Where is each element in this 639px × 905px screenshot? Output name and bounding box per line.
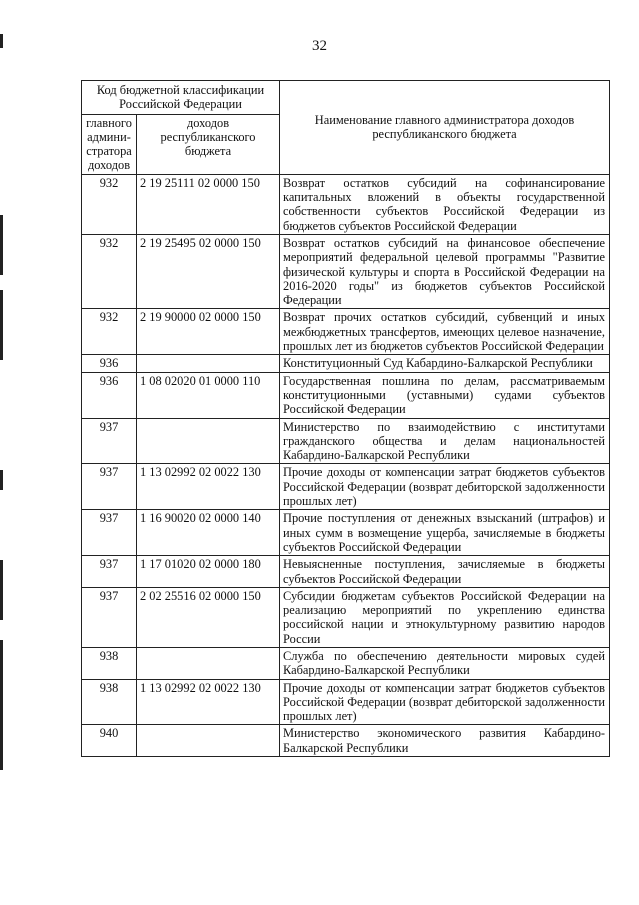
admin-header: главного админи-стратора доходов xyxy=(82,114,137,174)
table-body xyxy=(82,174,610,756)
table-row xyxy=(82,510,610,556)
income-code-cell: 1 16 90020 02 0000 140 xyxy=(137,510,280,556)
income-code-cell xyxy=(137,418,280,464)
name-cell: Конституционный Суд Кабардино-Балкарской Республики xyxy=(280,355,610,372)
name-cell: Возврат остатков субсидий на финансовое обеспечение мероприятий федеральной целевой программы "Развитие физической культуры и спорта в Российской Федерации на 2016-2020 годы" из бюджетов субъектов Российской Федерации xyxy=(280,234,610,308)
admin-code-cell: 932 xyxy=(82,234,137,308)
income-code-cell: 2 19 90000 02 0000 150 xyxy=(137,309,280,355)
scan-mark xyxy=(0,560,3,620)
admin-code-cell: 936 xyxy=(82,355,137,372)
income-header: доходов республиканского бюджета xyxy=(137,114,280,174)
scan-mark xyxy=(0,640,3,770)
scan-mark xyxy=(0,470,3,490)
income-code-cell: 1 17 01020 02 0000 180 xyxy=(137,556,280,588)
scan-edge xyxy=(0,0,3,905)
income-code-cell: 2 19 25495 02 0000 150 xyxy=(137,234,280,308)
name-cell: Субсидии бюджетам субъектов Российской Федерации на реализацию мероприятий по укреплению единства российской нации и этнокультурному развитию народов России xyxy=(280,587,610,647)
name-cell: Государственная пошлина по делам, рассматриваемым конституционными (уставными) судами субъектов Российской Федерации xyxy=(280,372,610,418)
table-row xyxy=(82,725,610,757)
table-row xyxy=(82,587,610,647)
income-code-cell: 2 19 25111 02 0000 150 xyxy=(137,174,280,234)
kbk-header: Код бюджетной классификации Российской Федерации xyxy=(82,81,280,115)
income-code-cell: 2 02 25516 02 0000 150 xyxy=(137,587,280,647)
admin-code-cell: 937 xyxy=(82,464,137,510)
name-cell: Возврат остатков субсидий на софинансирование капитальных вложений в объекты государственной собственности субъектов Российской Федерации из бюджетов субъектов Российской Федерации xyxy=(280,174,610,234)
table-row xyxy=(82,234,610,308)
table-row xyxy=(82,355,610,372)
admin-code-cell: 937 xyxy=(82,418,137,464)
income-code-cell: 1 13 02992 02 0022 130 xyxy=(137,464,280,510)
table-row xyxy=(82,309,610,355)
income-code-cell: 1 08 02020 01 0000 110 xyxy=(137,372,280,418)
name-cell: Возврат прочих остатков субсидий, субвенций и иных межбюджетных трансфертов, имеющих целевое назначение, прошлых лет из бюджетов субъектов Российской Федерации xyxy=(280,309,610,355)
table-row xyxy=(82,556,610,588)
table-row xyxy=(82,174,610,234)
name-cell: Прочие поступления от денежных взысканий (штрафов) и иных сумм в возмещение ущерба, зачисляемые в бюджеты субъектов Российской Федерации xyxy=(280,510,610,556)
admin-code-cell: 938 xyxy=(82,647,137,679)
income-code-cell: 1 13 02992 02 0022 130 xyxy=(137,679,280,725)
admin-code-cell: 938 xyxy=(82,679,137,725)
income-code-cell xyxy=(137,725,280,757)
admin-code-cell: 937 xyxy=(82,587,137,647)
page-number: 32 xyxy=(312,38,327,54)
name-cell: Прочие доходы от компенсации затрат бюджетов субъектов Российской Федерации (возврат дебиторской задолженности прошлых лет) xyxy=(280,679,610,725)
scan-mark xyxy=(0,215,3,275)
admin-code-cell: 932 xyxy=(82,309,137,355)
admin-code-cell: 937 xyxy=(82,510,137,556)
admin-code-cell: 937 xyxy=(82,556,137,588)
table-row xyxy=(82,647,610,679)
name-cell: Невыясненные поступления, зачисляемые в бюджеты субъектов Российской Федерации xyxy=(280,556,610,588)
revenue-administrators-table xyxy=(81,80,610,757)
scan-mark xyxy=(0,290,3,360)
name-cell: Прочие доходы от компенсации затрат бюджетов субъектов Российской Федерации (возврат дебиторской задолженности прошлых лет) xyxy=(280,464,610,510)
admin-code-cell: 936 xyxy=(82,372,137,418)
admin-code-cell: 932 xyxy=(82,174,137,234)
name-cell: Служба по обеспечению деятельности мировых судей Кабардино-Балкарской Республики xyxy=(280,647,610,679)
name-cell: Министерство экономического развития Кабардино-Балкарской Республики xyxy=(280,725,610,757)
table-row xyxy=(82,679,610,725)
table-row xyxy=(82,464,610,510)
table-row xyxy=(82,418,610,464)
name-cell: Министерство по взаимодействию с институтами гражданского общества и делам национальностей Кабардино-Балкарской Республики xyxy=(280,418,610,464)
income-code-cell xyxy=(137,647,280,679)
income-code-cell xyxy=(137,355,280,372)
name-header: Наименование главного администратора доходов республиканского бюджета xyxy=(280,81,610,175)
table-row xyxy=(82,372,610,418)
admin-code-cell: 940 xyxy=(82,725,137,757)
